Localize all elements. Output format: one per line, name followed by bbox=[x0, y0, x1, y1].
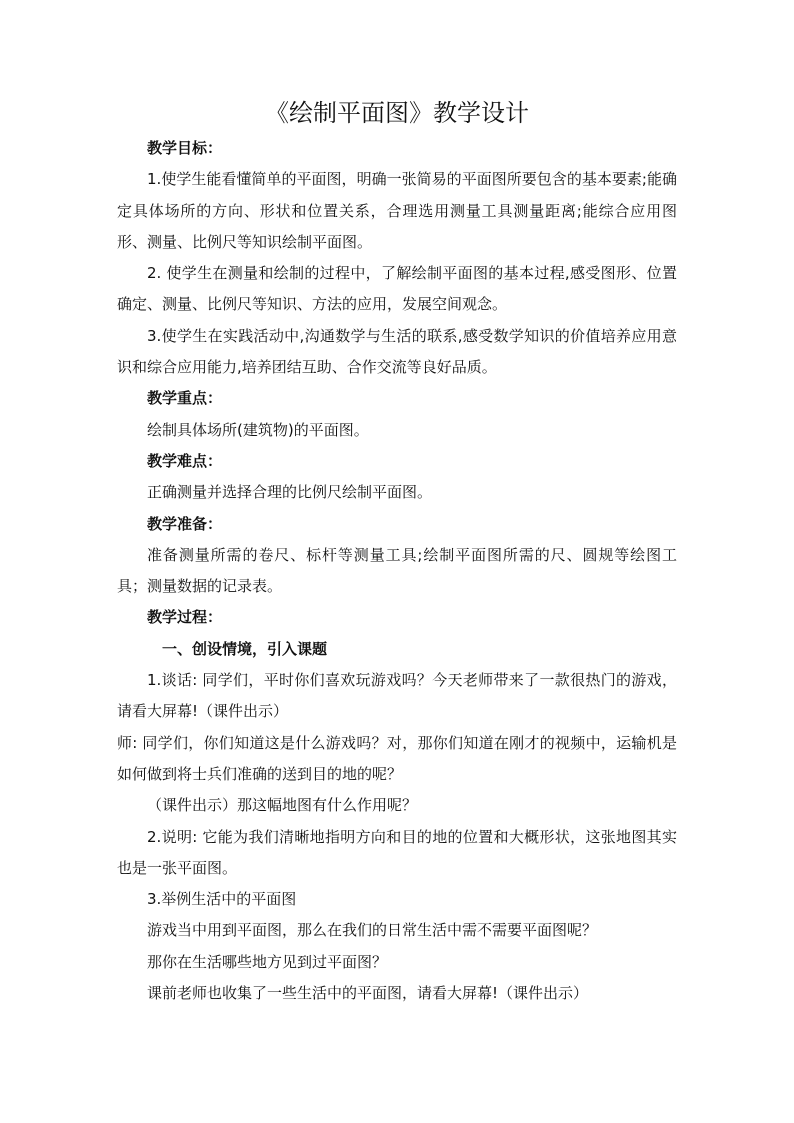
heading-difficulties: 教学难点： bbox=[147, 451, 223, 470]
process-paragraph-8: 课前老师也收集了一些生活中的平面图，请看大屏幕!（课件出示） bbox=[147, 984, 589, 1003]
heading-teaching-goals: 教学目标： bbox=[147, 139, 223, 157]
goal-paragraph-2: 2. 使学生在测量和绘制的过程中，了解绘制平面图的基本过程,感受图形、位置确定、测量、比例尺等知识、方法的应用，发展空间观念。 bbox=[117, 264, 677, 314]
document-body bbox=[117, 133, 677, 1009]
process-paragraph-6: 游戏当中用到平面图，那么在我们的日常生活中需不需要平面图呢？ bbox=[147, 921, 598, 940]
process-paragraph-3: （课件出示）那这幅地图有什么作用呢？ bbox=[147, 796, 418, 815]
key-points-paragraph: 绘制具体场所(建筑物)的平面图。 bbox=[147, 420, 369, 439]
process-paragraph-2: 师: 同学们，你们知道这是什么游戏吗？对，那你们知道在刚才的视频中，运输机是如何做到将士兵们准确的送到目的地的呢？ bbox=[117, 733, 677, 783]
section-heading-1: 一、创设情境，引入课题 bbox=[162, 639, 328, 658]
heading-process: 教学过程： bbox=[147, 608, 223, 627]
heading-key-points: 教学重点： bbox=[147, 389, 223, 408]
goal-paragraph-1: 1.使学生能看懂简单的平面图，明确一张简易的平面图所要包含的基本要素;能确定具体场所的方向、形状和位置关系，合理选用测量工具测量距离;能综合应用图形、测量、比例尺等知识绘制平面图。 bbox=[117, 170, 677, 251]
heading-preparation: 教学准备： bbox=[147, 514, 223, 533]
difficulties-paragraph: 正确测量并选择合理的比例尺绘制平面图。 bbox=[147, 483, 433, 502]
document-title: 《绘制平面图》教学设计 bbox=[265, 99, 529, 127]
process-paragraph-7: 那你在生活哪些地方见到过平面图？ bbox=[147, 952, 388, 971]
process-paragraph-1: 1.谈话: 同学们，平时你们喜欢玩游戏吗？今天老师带来了一款很热门的游戏，请看大屏幕!（课件出示） bbox=[117, 671, 677, 721]
goal-paragraph-3: 3.使学生在实践活动中,沟通数学与生活的联系,感受数学知识的价值培养应用意识和综合应用能力,培养团结互助、合作交流等良好品质。 bbox=[117, 326, 677, 377]
preparation-paragraph: 准备测量所需的卷尺、标杆等测量工具;绘制平面图所需的尺、圆规等绘图工具；测量数据的记录表。 bbox=[117, 545, 677, 596]
process-paragraph-4: 2.说明: 它能为我们清晰地指明方向和目的地的位置和大概形状，这张地图其实也是一张平面图。 bbox=[117, 827, 677, 877]
process-paragraph-5: 3.举例生活中的平面图 bbox=[147, 890, 297, 909]
